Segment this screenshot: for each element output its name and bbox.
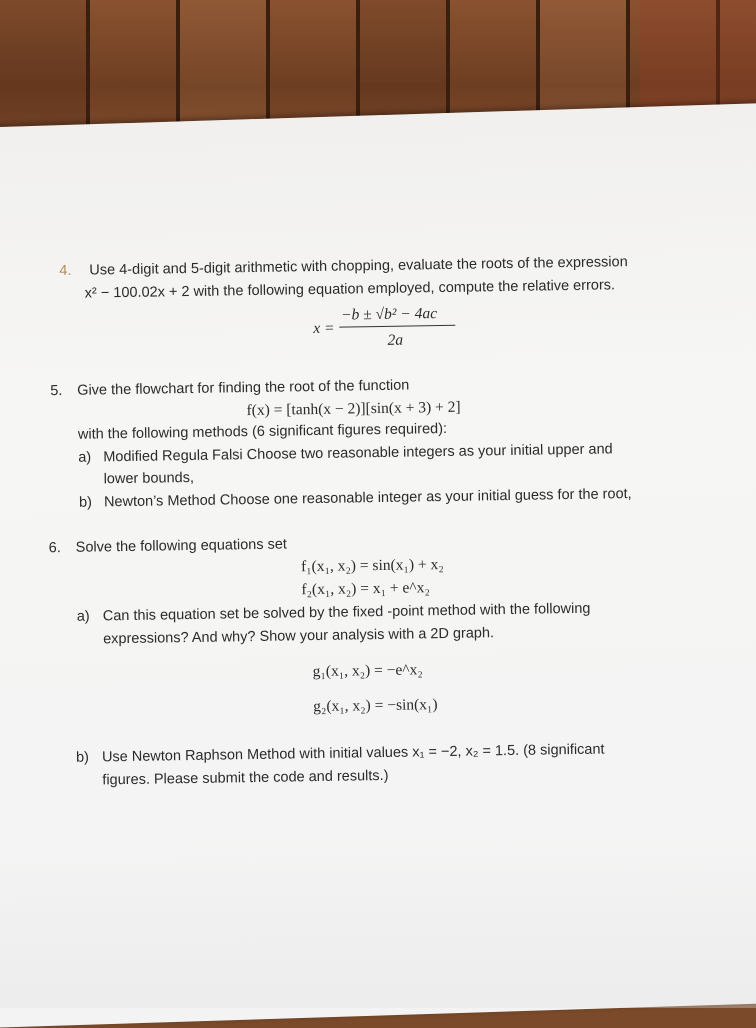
q6-equation-g1: g₁(x₁, x₂) = −e^x₂ (312, 661, 423, 681)
q6-equation-f1: f₁(x₁, x₂) = sin(x₁) + x₂ (300, 556, 444, 576)
q5b-text: Newton’s Method Choose one reasonable integer as your initial guess for the root, (103, 486, 632, 511)
q6-equation-g2: g₂(x₁, x₂) = −sin(x₁) (313, 696, 438, 716)
q5a-text-line1: Modified Regula Falsi Choose two reasonable integers as your initial upper and (103, 441, 613, 466)
q5-text-line2: with the following methods (6 significant figures required): (77, 420, 448, 443)
q4-number: 4. (59, 262, 72, 280)
q5b-label: b) (78, 494, 93, 511)
q6b-text-line2: figures. Please submit the code and results.) (102, 767, 389, 789)
q4-formula-denominator: 2a (387, 331, 404, 349)
q4-formula-numerator: −b ± √b² − 4ac (340, 305, 438, 324)
q6b-text-line1: Use Newton Raphson Method with initial values x₁ = −2, x₂ = 1.5. (8 significant (101, 741, 605, 766)
q6-equation-f2: f₂(x₁, x₂) = x₁ + e^x₂ (301, 579, 430, 599)
q6-number: 6. (48, 540, 61, 557)
q4-text-line1: Use 4-digit and 5-digit arithmetic with chopping, evaluate the roots of the expression (89, 254, 628, 279)
q6a-text-line1: Can this equation set be solved by the fixed -point method with the following (102, 600, 591, 625)
q6a-label: a) (76, 608, 90, 625)
q4-fraction-bar (339, 325, 455, 328)
q5a-label: a) (78, 449, 92, 466)
q6-text-line1: Solve the following equations set (75, 536, 288, 556)
q6a-text-line2: expressions? And why? Show your analysis with a 2D graph. (103, 625, 495, 648)
q6b-label: b) (75, 749, 90, 766)
q5-function: f(x) = [tanh(x − 2)][sin(x + 3) + 2] (246, 398, 461, 420)
q4-text-line2: x² − 100.02x + 2 with the following equation employed, compute the relative errors. (84, 277, 616, 302)
q5a-text-line2: lower bounds, (103, 469, 195, 488)
q5-number: 5. (50, 382, 63, 400)
q5-text-line1: Give the flowchart for finding the root of the function (77, 377, 410, 399)
q4-formula-lhs: x = (313, 319, 335, 338)
